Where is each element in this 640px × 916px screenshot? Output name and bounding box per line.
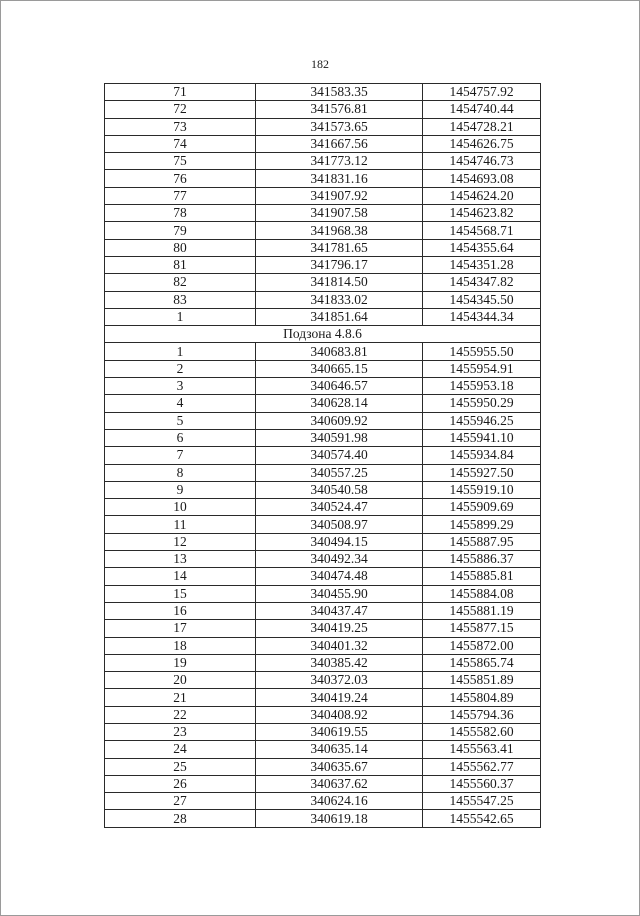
x-coordinate-cell: 340635.67 [256, 758, 423, 775]
point-number-cell: 1 [105, 343, 256, 360]
x-coordinate-cell: 340540.58 [256, 481, 423, 498]
table-row [105, 84, 541, 101]
y-coordinate-cell: 1455899.29 [423, 516, 541, 533]
point-number-cell: 27 [105, 793, 256, 810]
y-coordinate-cell: 1455885.81 [423, 568, 541, 585]
point-number-cell: 82 [105, 274, 256, 291]
table-row [105, 551, 541, 568]
x-coordinate-cell: 340408.92 [256, 706, 423, 723]
y-coordinate-cell: 1455877.15 [423, 620, 541, 637]
table-row [105, 602, 541, 619]
x-coordinate-cell: 341968.38 [256, 222, 423, 239]
table-row [105, 672, 541, 689]
section-header-row [105, 326, 541, 343]
x-coordinate-cell: 340637.62 [256, 775, 423, 792]
x-coordinate-cell: 341667.56 [256, 135, 423, 152]
point-number-cell: 12 [105, 533, 256, 550]
y-coordinate-cell: 1455950.29 [423, 395, 541, 412]
point-number-cell: 23 [105, 723, 256, 740]
y-coordinate-cell: 1455582.60 [423, 723, 541, 740]
point-number-cell: 13 [105, 551, 256, 568]
y-coordinate-cell: 1455934.84 [423, 447, 541, 464]
x-coordinate-cell: 340419.25 [256, 620, 423, 637]
point-number-cell: 7 [105, 447, 256, 464]
table-row [105, 516, 541, 533]
y-coordinate-cell: 1455547.25 [423, 793, 541, 810]
y-coordinate-cell: 1455946.25 [423, 412, 541, 429]
point-number-cell: 11 [105, 516, 256, 533]
table-row [105, 620, 541, 637]
point-number-cell: 2 [105, 360, 256, 377]
x-coordinate-cell: 341833.02 [256, 291, 423, 308]
x-coordinate-cell: 340591.98 [256, 429, 423, 446]
y-coordinate-cell: 1454746.73 [423, 153, 541, 170]
x-coordinate-cell: 340385.42 [256, 654, 423, 671]
x-coordinate-cell: 341814.50 [256, 274, 423, 291]
x-coordinate-cell: 341907.92 [256, 187, 423, 204]
point-number-cell: 16 [105, 602, 256, 619]
table-row [105, 723, 541, 740]
x-coordinate-cell: 340524.47 [256, 499, 423, 516]
x-coordinate-cell: 341773.12 [256, 153, 423, 170]
x-coordinate-cell: 340619.55 [256, 723, 423, 740]
table-row [105, 187, 541, 204]
x-coordinate-cell: 340372.03 [256, 672, 423, 689]
table-row [105, 205, 541, 222]
x-coordinate-cell: 341583.35 [256, 84, 423, 101]
point-number-cell: 22 [105, 706, 256, 723]
point-number-cell: 4 [105, 395, 256, 412]
point-number-cell: 28 [105, 810, 256, 827]
table-row [105, 775, 541, 792]
y-coordinate-cell: 1455563.41 [423, 741, 541, 758]
y-coordinate-cell: 1455955.50 [423, 343, 541, 360]
coordinates-table [104, 83, 541, 828]
x-coordinate-cell: 341831.16 [256, 170, 423, 187]
point-number-cell: 72 [105, 101, 256, 118]
x-coordinate-cell: 340437.47 [256, 602, 423, 619]
x-coordinate-cell: 340508.97 [256, 516, 423, 533]
y-coordinate-cell: 1454347.82 [423, 274, 541, 291]
y-coordinate-cell: 1454740.44 [423, 101, 541, 118]
point-number-cell: 15 [105, 585, 256, 602]
table-row [105, 637, 541, 654]
table-row [105, 291, 541, 308]
point-number-cell: 21 [105, 689, 256, 706]
page-number: 182 [311, 57, 329, 71]
y-coordinate-cell: 1455872.00 [423, 637, 541, 654]
table-row [105, 447, 541, 464]
x-coordinate-cell: 340474.48 [256, 568, 423, 585]
y-coordinate-cell: 1454693.08 [423, 170, 541, 187]
x-coordinate-cell: 340574.40 [256, 447, 423, 464]
y-coordinate-cell: 1455865.74 [423, 654, 541, 671]
point-number-cell: 10 [105, 499, 256, 516]
table-row [105, 222, 541, 239]
y-coordinate-cell: 1455881.19 [423, 602, 541, 619]
point-number-cell: 9 [105, 481, 256, 498]
x-coordinate-cell: 340665.15 [256, 360, 423, 377]
y-coordinate-cell: 1455851.89 [423, 672, 541, 689]
y-coordinate-cell: 1455794.36 [423, 706, 541, 723]
y-coordinate-cell: 1455954.91 [423, 360, 541, 377]
point-number-cell: 18 [105, 637, 256, 654]
table-row [105, 793, 541, 810]
x-coordinate-cell: 340609.92 [256, 412, 423, 429]
point-number-cell: 6 [105, 429, 256, 446]
point-number-cell: 83 [105, 291, 256, 308]
point-number-cell: 78 [105, 205, 256, 222]
x-coordinate-cell: 341576.81 [256, 101, 423, 118]
point-number-cell: 26 [105, 775, 256, 792]
point-number-cell: 20 [105, 672, 256, 689]
y-coordinate-cell: 1455562.77 [423, 758, 541, 775]
y-coordinate-cell: 1454623.82 [423, 205, 541, 222]
y-coordinate-cell: 1454345.50 [423, 291, 541, 308]
point-number-cell: 17 [105, 620, 256, 637]
y-coordinate-cell: 1454728.21 [423, 118, 541, 135]
x-coordinate-cell: 340628.14 [256, 395, 423, 412]
table-row [105, 654, 541, 671]
x-coordinate-cell: 341796.17 [256, 256, 423, 273]
y-coordinate-cell: 1455542.65 [423, 810, 541, 827]
table-row [105, 585, 541, 602]
point-number-cell: 19 [105, 654, 256, 671]
table-row [105, 135, 541, 152]
y-coordinate-cell: 1454344.34 [423, 308, 541, 325]
x-coordinate-cell: 340419.24 [256, 689, 423, 706]
table-row [105, 395, 541, 412]
table-row [105, 378, 541, 395]
point-number-cell: 76 [105, 170, 256, 187]
table-row [105, 568, 541, 585]
x-coordinate-cell: 340557.25 [256, 464, 423, 481]
point-number-cell: 3 [105, 378, 256, 395]
table-row [105, 360, 541, 377]
x-coordinate-cell: 340646.57 [256, 378, 423, 395]
y-coordinate-cell: 1455919.10 [423, 481, 541, 498]
y-coordinate-cell: 1454351.28 [423, 256, 541, 273]
point-number-cell: 71 [105, 84, 256, 101]
y-coordinate-cell: 1455804.89 [423, 689, 541, 706]
y-coordinate-cell: 1455927.50 [423, 464, 541, 481]
point-number-cell: 14 [105, 568, 256, 585]
table-row [105, 533, 541, 550]
y-coordinate-cell: 1454355.64 [423, 239, 541, 256]
x-coordinate-cell: 340492.34 [256, 551, 423, 568]
y-coordinate-cell: 1454757.92 [423, 84, 541, 101]
section-title: Подзона 4.8.6 [105, 326, 541, 343]
y-coordinate-cell: 1455941.10 [423, 429, 541, 446]
y-coordinate-cell: 1455953.18 [423, 378, 541, 395]
x-coordinate-cell: 341907.58 [256, 205, 423, 222]
x-coordinate-cell: 341573.65 [256, 118, 423, 135]
table-row [105, 101, 541, 118]
x-coordinate-cell: 340401.32 [256, 637, 423, 654]
point-number-cell: 24 [105, 741, 256, 758]
x-coordinate-cell: 340619.18 [256, 810, 423, 827]
table-row [105, 274, 541, 291]
table-row [105, 118, 541, 135]
table-row [105, 810, 541, 827]
point-number-cell: 5 [105, 412, 256, 429]
y-coordinate-cell: 1455886.37 [423, 551, 541, 568]
table-row [105, 170, 541, 187]
point-number-cell: 1 [105, 308, 256, 325]
y-coordinate-cell: 1455884.08 [423, 585, 541, 602]
y-coordinate-cell: 1455560.37 [423, 775, 541, 792]
table-row [105, 499, 541, 516]
point-number-cell: 77 [105, 187, 256, 204]
point-number-cell: 73 [105, 118, 256, 135]
table-row [105, 412, 541, 429]
y-coordinate-cell: 1455887.95 [423, 533, 541, 550]
table-row [105, 481, 541, 498]
x-coordinate-cell: 340683.81 [256, 343, 423, 360]
table-row [105, 239, 541, 256]
point-number-cell: 74 [105, 135, 256, 152]
x-coordinate-cell: 340635.14 [256, 741, 423, 758]
table-row [105, 758, 541, 775]
y-coordinate-cell: 1454626.75 [423, 135, 541, 152]
x-coordinate-cell: 340624.16 [256, 793, 423, 810]
table-row [105, 256, 541, 273]
table-row [105, 308, 541, 325]
table-row [105, 706, 541, 723]
point-number-cell: 79 [105, 222, 256, 239]
point-number-cell: 8 [105, 464, 256, 481]
table-row [105, 689, 541, 706]
table-row [105, 153, 541, 170]
table-row [105, 741, 541, 758]
x-coordinate-cell: 340494.15 [256, 533, 423, 550]
x-coordinate-cell: 340455.90 [256, 585, 423, 602]
point-number-cell: 81 [105, 256, 256, 273]
x-coordinate-cell: 341851.64 [256, 308, 423, 325]
y-coordinate-cell: 1455909.69 [423, 499, 541, 516]
table-row [105, 343, 541, 360]
y-coordinate-cell: 1454568.71 [423, 222, 541, 239]
point-number-cell: 25 [105, 758, 256, 775]
x-coordinate-cell: 341781.65 [256, 239, 423, 256]
point-number-cell: 80 [105, 239, 256, 256]
y-coordinate-cell: 1454624.20 [423, 187, 541, 204]
table-row [105, 464, 541, 481]
table-row [105, 429, 541, 446]
point-number-cell: 75 [105, 153, 256, 170]
